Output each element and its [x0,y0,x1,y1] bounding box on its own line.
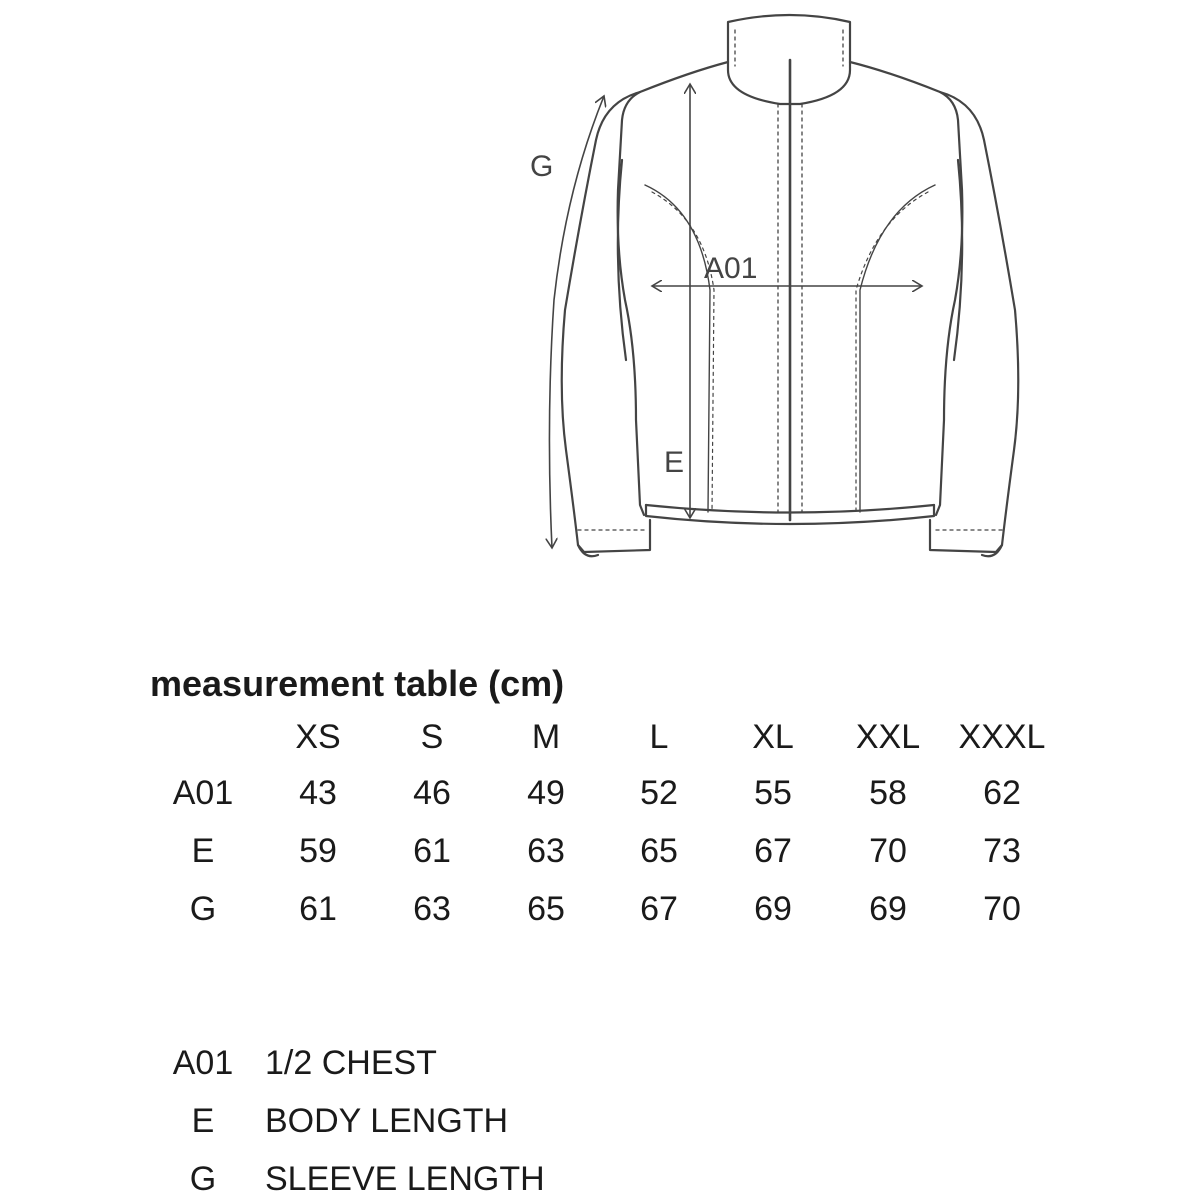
row-code: G [189,890,217,928]
table-cell: 65 [527,890,565,928]
diagram-label-e: E [664,446,685,479]
legend-description: 1/2 CHEST [265,1044,437,1082]
table-cell: 52 [640,774,678,812]
row-code: E [191,832,215,870]
table-cell: 62 [983,774,1021,812]
table-cell: 59 [299,832,337,870]
table-cell: 67 [754,832,792,870]
table-cell: 70 [869,832,907,870]
table-cell: 63 [527,832,565,870]
table-title: measurement table (cm) [150,663,565,704]
legend-code: G [189,1160,217,1198]
legend-description: SLEEVE LENGTH [265,1160,545,1198]
size-header: XS [295,718,341,756]
table-cell: 73 [983,832,1021,870]
table-cell: 61 [299,890,337,928]
table-cell: 70 [983,890,1021,928]
table-cell: 49 [527,774,565,812]
table-cell: 63 [413,890,451,928]
table-cell: 67 [640,890,678,928]
table-cell: 55 [754,774,792,812]
table-cell: 61 [413,832,451,870]
size-header: XXL [855,718,921,756]
diagram-label-g: G [530,150,554,183]
size-header: L [649,718,669,756]
size-header: XL [752,718,794,756]
table-cell: 69 [754,890,792,928]
diagram-label-a01: A01 [704,252,758,285]
table-cell: 58 [869,774,907,812]
table-cell: 43 [299,774,337,812]
row-code: A01 [172,774,234,812]
legend-code: A01 [172,1044,234,1082]
table-cell: 69 [869,890,907,928]
size-header: S [420,718,444,756]
legend-description: BODY LENGTH [265,1102,509,1140]
table-cell: 65 [640,832,678,870]
size-header: XXXL [958,718,1046,756]
legend-code: E [191,1102,215,1140]
table-cell: 46 [413,774,451,812]
size-header: M [531,718,561,756]
